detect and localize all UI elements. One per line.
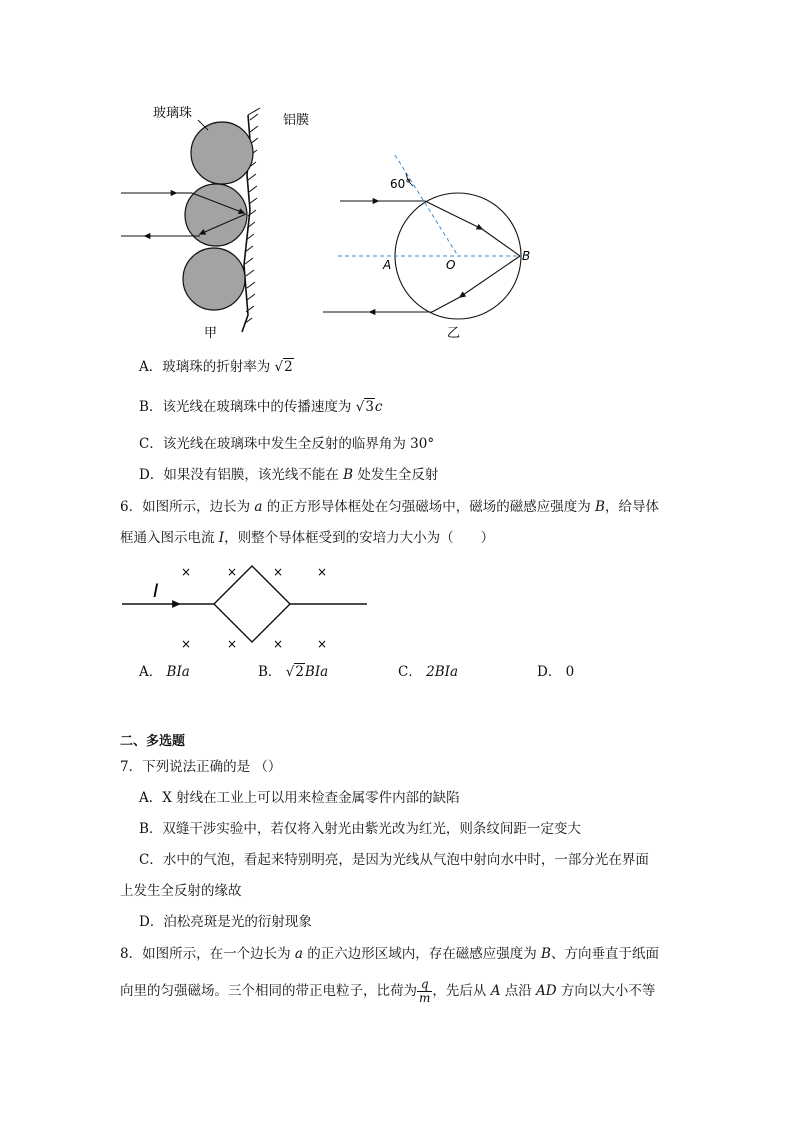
q7-option-b: B．双缝干涉实验中，若仅将入射光由紫光改为红光，则条纹间距一定变大: [139, 821, 581, 837]
section-title: 二、多选题: [120, 734, 186, 749]
figure-jia-caption: 甲: [204, 326, 218, 341]
square-frame-figure: [115, 560, 375, 655]
field-cross: ×: [181, 637, 192, 651]
option-text: 该光线在玻璃珠中发生全反射的临界角为 30°: [162, 436, 435, 452]
text: ，给导体: [604, 499, 659, 515]
option-letter: C．: [398, 664, 422, 680]
var-ad: AD: [536, 983, 557, 999]
point-a-label: A: [383, 258, 392, 272]
text: 方向以大小不等: [556, 983, 656, 999]
var-point-a: A: [490, 983, 501, 999]
q7-option-c-line1: C．水中的气泡，看起来特别明亮，是因为光线从气泡中射向水中时，一部分光在界面: [139, 852, 649, 868]
q5-option-a: [139, 357, 294, 377]
field-cross: ×: [227, 637, 238, 651]
figure-yi-caption: 乙: [447, 326, 461, 341]
q7-stem: 7．下列说法正确的是 （）: [120, 759, 282, 775]
text: ，则整个导体框受到的安培力大小为（ ）: [224, 530, 495, 546]
option-letter: B．: [258, 664, 282, 680]
option-text: 处发生全反射: [353, 467, 439, 483]
option-letter: C．: [139, 436, 163, 452]
option-text: BIa: [166, 664, 190, 680]
option-letter: B．: [139, 399, 163, 415]
option-text: 0: [565, 664, 575, 680]
field-cross: ×: [227, 565, 238, 579]
option-letter: D．: [537, 664, 562, 680]
field-crosses: [181, 565, 327, 651]
var-b: B: [595, 499, 605, 515]
q6-option-d: [537, 662, 574, 682]
var-b: B: [343, 467, 354, 483]
glass-bead-top: [191, 122, 253, 184]
q6-option-a: [139, 662, 190, 682]
text: 8．如图所示，在一个边长为: [120, 946, 295, 962]
optics-figure: [110, 100, 550, 345]
var-a: a: [294, 946, 303, 962]
denominator: m: [419, 991, 431, 1005]
text: 点沿: [500, 983, 537, 999]
field-cross: ×: [273, 637, 284, 651]
var-a: a: [254, 499, 263, 515]
text: ，先后从: [432, 983, 491, 999]
var-b: B: [541, 946, 551, 962]
radicand: 2: [284, 359, 293, 375]
charge-mass-fraction: [417, 978, 432, 1005]
option-text: 2BIa: [426, 664, 459, 680]
q8-stem-line1: [120, 944, 659, 964]
glass-bead-bottom: [183, 248, 245, 310]
field-cross: ×: [273, 565, 284, 579]
field-cross: ×: [317, 565, 328, 579]
option-text: 如果没有铝膜，该光线不能在: [163, 467, 344, 483]
q5-option-b: [139, 397, 382, 417]
option-text: 玻璃珠的折射率为: [162, 359, 271, 375]
option-text: BIa: [304, 664, 329, 680]
q6-stem-line2: [120, 528, 494, 548]
point-b-label: B: [522, 249, 531, 263]
field-cross: ×: [317, 637, 328, 651]
var-i: I: [218, 530, 225, 546]
aluminum-film-label: 铝膜: [283, 113, 310, 128]
option-letter: A．: [139, 664, 163, 680]
q7-option-a: A．X 射线在工业上可以用来检查金属零件内部的缺陷: [139, 790, 460, 806]
q8-stem-line2: [120, 978, 655, 1005]
option-letter: A．: [139, 359, 163, 375]
sqrt-expr: √2: [274, 359, 293, 375]
field-cross: ×: [181, 565, 192, 579]
q7-option-d: D．泊松亮斑是光的衍射现象: [139, 914, 312, 930]
text: 的正六边形区域内，存在磁感应强度为: [302, 946, 542, 962]
text: 的正方形导体框处在匀强磁场中，磁场的磁感应强度为: [262, 499, 596, 515]
q5-option-c: [139, 434, 434, 454]
var-c: c: [374, 399, 383, 415]
text: 、方向垂直于纸面: [550, 946, 659, 962]
radicand: 3: [365, 399, 374, 415]
sqrt-expr: √2: [285, 664, 304, 680]
glass-bead-label: 玻璃珠: [153, 106, 193, 121]
option-text: 该光线在玻璃珠中的传播速度为: [162, 399, 352, 415]
text: 框通入图示电流: [120, 530, 219, 546]
q5-option-d: [139, 465, 438, 485]
point-o-label: O: [446, 258, 456, 272]
numerator: q: [417, 978, 432, 992]
angle-label: 60°: [390, 177, 412, 191]
q6-stem-line1: [120, 497, 659, 517]
option-letter: D．: [139, 467, 164, 483]
radicand: 2: [295, 664, 304, 680]
text: 向里的匀强磁场。三个相同的带正电粒子，比荷为: [120, 983, 417, 999]
q6-option-b: [258, 662, 328, 682]
q6-option-c: [398, 662, 458, 682]
q7-option-c-line2: 上发生全反射的缘故: [120, 883, 242, 899]
sqrt-expr: √3: [355, 399, 374, 415]
text: 6．如图所示，边长为: [120, 499, 255, 515]
normal-dashed: [395, 155, 458, 256]
current-label: I: [153, 580, 159, 602]
